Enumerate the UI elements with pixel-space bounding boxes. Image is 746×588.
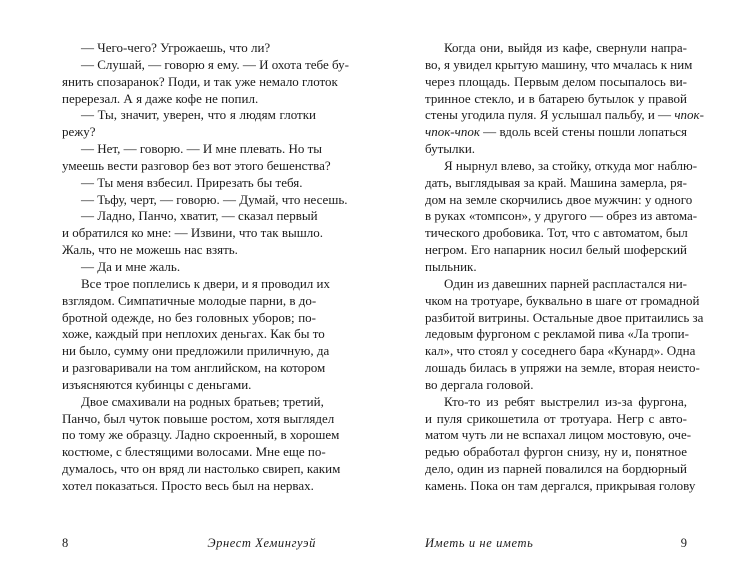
line-text: янить спозаранок? Поди, и так уже немало глоток bbox=[62, 73, 338, 89]
line-text: взглядом. Симпатичные молодые парни, в до- bbox=[62, 292, 317, 308]
text-line bbox=[425, 411, 687, 428]
text-line bbox=[62, 377, 316, 394]
line-text: бротной одежде, но без головных уборов; по- bbox=[62, 309, 316, 325]
text-line bbox=[62, 242, 316, 259]
line-text: редью обработал фургон снизу, ну и, понятное bbox=[425, 444, 687, 460]
line-text: в руках «томпсон», у другого — обрез из автома- bbox=[425, 208, 698, 224]
line-text: Я нырнул влево, за стойку, откуда мог наблю- bbox=[444, 157, 698, 173]
text-line bbox=[62, 360, 326, 377]
page-number: 9 bbox=[680, 536, 687, 550]
line-text: — Слушай, — говорю я ему. — И охота тебе бу- bbox=[81, 56, 349, 72]
text-line bbox=[425, 276, 687, 293]
line-text: по тому же образцу. Ладно скроенный, в хорошем bbox=[62, 427, 340, 443]
line-text: чком на тротуаре, буквально в шаге от громадной bbox=[425, 292, 700, 308]
text-line bbox=[62, 56, 349, 74]
line-text: и пуля срикошетила от тротуара. Негр с авто- bbox=[425, 410, 687, 426]
line-text: хоже, каждый при неплохих деньгах. Как бы то bbox=[62, 326, 325, 342]
line-text: бутылки. bbox=[425, 141, 476, 157]
running-head-author: Эрнест Хемингуэй bbox=[207, 536, 316, 550]
text-line bbox=[425, 326, 687, 343]
line-text: тринное стекло, и в батарею бутылок у правой bbox=[425, 90, 687, 106]
text-line bbox=[425, 107, 704, 124]
line-text: ни было, сумму они предложили приличную, да bbox=[62, 343, 330, 359]
text-line bbox=[425, 444, 687, 461]
line-text: тического дробовика. Тот, что с автоматом, был bbox=[425, 225, 688, 241]
line-text: — вдоль всей стены пошли лопаться bbox=[479, 124, 687, 140]
text-line bbox=[62, 157, 331, 175]
text-line bbox=[425, 427, 692, 444]
text-line bbox=[425, 91, 687, 108]
text-line bbox=[62, 343, 330, 360]
left-page-text bbox=[62, 40, 349, 495]
line-text: Все трое поплелись к двери, и я проводил их bbox=[81, 275, 331, 291]
line-text: Жаль, что не можешь нас взять. bbox=[62, 242, 238, 258]
line-text: костюме, с блестящими волосами. Мне еще по- bbox=[62, 444, 326, 460]
text-line bbox=[62, 393, 324, 411]
line-text: — Чего-чего? Угрожаешь, что ли? bbox=[81, 40, 271, 55]
text-line bbox=[62, 293, 316, 310]
line-text: пыльник. bbox=[425, 258, 477, 274]
text-line bbox=[62, 461, 341, 478]
text-line bbox=[62, 444, 326, 461]
line-text: Один из давешних парней распластался ни- bbox=[444, 275, 687, 291]
text-line bbox=[62, 410, 335, 428]
text-line bbox=[425, 175, 687, 192]
line-text: перерезал. А я даже кофе не попил. bbox=[62, 90, 259, 106]
line-text: стены угодила пуля. Я услышал пальбу, и — bbox=[425, 107, 675, 123]
italic-text: чпок-чпок bbox=[425, 124, 480, 140]
text-line bbox=[62, 275, 331, 293]
line-text: Кто-то из ребят выстрелил из-за фургона, bbox=[444, 393, 687, 409]
text-line bbox=[62, 175, 316, 192]
text-line bbox=[62, 310, 316, 327]
line-text: режу? bbox=[62, 124, 96, 140]
text-line bbox=[62, 259, 316, 276]
line-text: — Тьфу, черт, — говорю. — Думай, что несешь. bbox=[81, 191, 348, 207]
line-text: камень. Пока он там дергался, прикрывая голову bbox=[425, 477, 696, 493]
line-text: — Нет, — говорю. — И мне плевать. Но ты bbox=[81, 141, 323, 157]
line-text: и разговаривали на том английском, на котором bbox=[62, 360, 326, 376]
line-text: через площадь. Первым делом посыпалось ви- bbox=[425, 73, 687, 89]
line-text: ледовым фургоном с рекламой пива «Ла тропи- bbox=[425, 326, 689, 342]
text-line bbox=[425, 56, 693, 74]
text-line bbox=[425, 377, 687, 394]
text-line bbox=[425, 259, 687, 276]
text-line bbox=[62, 478, 316, 495]
left-page-footer bbox=[62, 534, 316, 552]
line-text: кал», что стоял у соседнего бара «Кунард». Одна bbox=[425, 343, 696, 359]
text-line bbox=[425, 292, 700, 310]
page-number: 8 bbox=[62, 536, 69, 550]
text-line bbox=[425, 141, 687, 158]
text-line bbox=[425, 191, 693, 209]
text-line bbox=[425, 225, 687, 242]
line-text: Когда они, выйдя из кафе, свернули напра- bbox=[444, 40, 687, 55]
line-text: негром. Его напарник носил белый шоферский bbox=[425, 242, 687, 258]
line-text: во, я увидел крытую машину, что мчалась к ним bbox=[425, 56, 693, 72]
text-line bbox=[62, 225, 323, 242]
text-line bbox=[62, 427, 340, 444]
text-line bbox=[425, 124, 687, 141]
text-line bbox=[62, 326, 325, 343]
line-text: дать, выглядывая за край. Машина замерла, ря- bbox=[425, 174, 687, 190]
text-line bbox=[62, 141, 323, 158]
text-line bbox=[62, 191, 348, 209]
line-text: умеешь вести разговор без вот этого бешенства? bbox=[62, 157, 331, 173]
line-text: лошадь билась в упряжи на земле, вторая неисто- bbox=[425, 360, 700, 376]
text-line bbox=[425, 394, 687, 411]
line-text: изъясняются кубинцы с деньгами. bbox=[62, 376, 252, 392]
line-text: дело, один из парней повалился на бордюрный bbox=[425, 461, 687, 477]
text-line bbox=[425, 360, 700, 377]
line-text: Панчо, был чуток повыше ростом, хотя выглядел bbox=[62, 410, 335, 426]
text-line bbox=[425, 477, 696, 495]
line-text: Двое смахивали на родных братьев; третий, bbox=[81, 393, 324, 409]
line-text: думалось, что он вряд ли настолько свиреп, каким bbox=[62, 461, 341, 477]
text-line bbox=[425, 157, 698, 175]
line-text: — Да и мне жаль. bbox=[81, 258, 181, 274]
text-line bbox=[62, 91, 316, 108]
line-text: разбитой витрины. Остальные двое притаились за bbox=[425, 309, 704, 325]
line-text: — Ладно, Панчо, хватит, — сказал первый bbox=[81, 208, 318, 224]
running-head-title: Иметь и не иметь bbox=[425, 536, 534, 550]
text-line bbox=[425, 343, 696, 360]
line-text: во дергала головой. bbox=[425, 376, 534, 392]
line-text: и обратился ко мне: — Извини, что так вышло. bbox=[62, 225, 323, 241]
line-text: хотел показаться. Просто весь был на нервах. bbox=[62, 477, 314, 493]
line-text: — Ты, значит, уверен, что я людям глотки bbox=[81, 107, 316, 123]
text-line bbox=[425, 208, 698, 225]
right-page-footer bbox=[425, 534, 687, 552]
line-text: дом на земле скорчились двое мужчин: у одного bbox=[425, 191, 693, 207]
line-text: матом чуть ли не вспахал лицом мостовую, оче- bbox=[425, 427, 692, 443]
italic-text: чпок- bbox=[674, 107, 704, 123]
text-line bbox=[425, 309, 704, 327]
right-page-text bbox=[425, 40, 704, 495]
text-line bbox=[62, 40, 316, 57]
text-line bbox=[62, 208, 316, 225]
text-line bbox=[425, 74, 687, 91]
text-line bbox=[62, 73, 338, 91]
text-line bbox=[62, 107, 316, 124]
text-line bbox=[425, 40, 687, 57]
text-line bbox=[425, 242, 687, 259]
text-line bbox=[62, 124, 316, 141]
line-text: — Ты меня взбесил. Прирезать бы тебя. bbox=[81, 174, 303, 190]
text-line bbox=[425, 461, 687, 478]
